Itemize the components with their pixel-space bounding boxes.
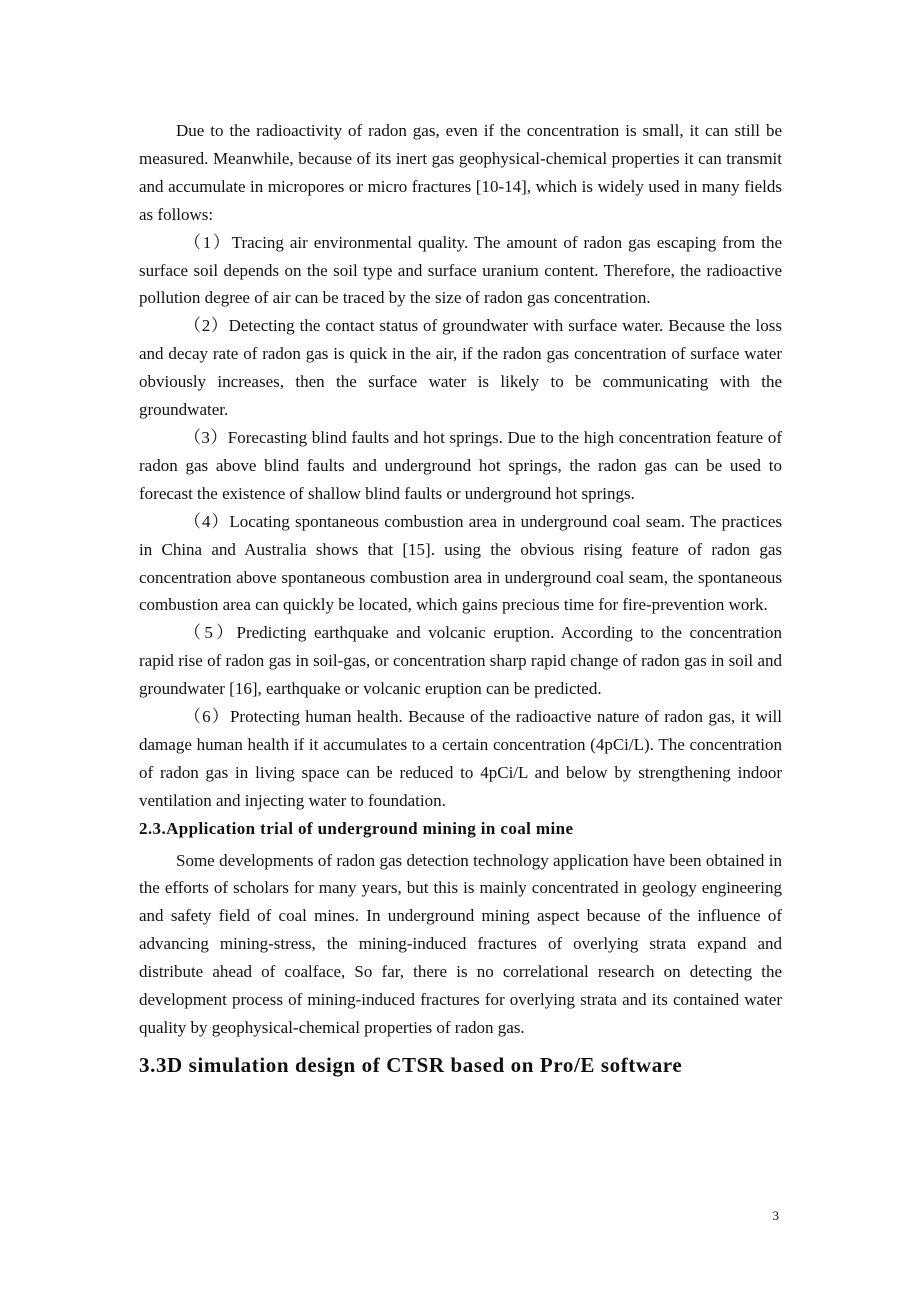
page-number: 3	[772, 1208, 779, 1223]
list-item-tracing-air: （1）Tracing air environmental quality. The amount of radon gas escaping from the surface soil depends on the soil type and surface uranium content. Therefore, the radioactive pollution degree of air can be traced by the size of radon gas concentration.	[139, 232, 782, 308]
list-item-human-health: （6）Protecting human health. Because of the radioactive nature of radon gas, it will damage human health if it accumulates to a certain concentration (4pCi/L). The concentration of radon gas in living space can be reduced to 4pCi/L and below by strengthening indoor ventilation and injecting water to foundation.	[139, 707, 782, 810]
list-item-earthquake: （5）Predicting earthquake and volcanic eruption. According to the concentration rapid rise of radon gas in soil-gas, or concentration sharp rapid change of radon gas in soil and groundwater [16], earthquake or volcanic eruption can be predicted.	[139, 623, 782, 699]
section-heading-3: 3.3D simulation design of CTSR based on Pro/E software	[139, 1052, 683, 1077]
list-item-spontaneous-combustion: （4）Locating spontaneous combustion area in underground coal seam. The practices in China and Australia shows that [15]. using the obvious rising feature of radon gas concentration above spontaneous combustion area in underground coal seam, the spontaneous combustion area can quickly be located, which gains precious time for fire-prevention work.	[139, 511, 782, 615]
list-item-blind-faults: （3）Forecasting blind faults and hot springs. Due to the high concentration feature of radon gas above blind faults and underground hot springs, the radon gas can be used to forecast the existence of shallow blind faults or underground hot springs.	[139, 427, 782, 503]
paragraph-mining-trial: Some developments of radon gas detection technology application have been obtained in the efforts of scholars for many years, but this is mainly concentrated in geology engineering and safety field of coal mines. In underground mining aspect because of the influence of advancing mining-stress, the mining-induced fractures of overlying strata expand and distribute ahead of coalface, So far, there is no correlational research on detecting the development process of mining-induced fractures for overlying strata and its contained water quality by geophysical-chemical properties of radon gas.	[139, 850, 782, 1037]
list-item-groundwater: （2）Detecting the contact status of groundwater with surface water. Because the loss and decay rate of radon gas is quick in the air, if the radon gas concentration of surface water obviously increases, then the surface water is likely to be communicating with the groundwater.	[139, 316, 782, 420]
paragraph-intro: Due to the radioactivity of radon gas, even if the concentration is small, it can still be measured. Meanwhile, because of its inert gas geophysical-chemical properties it can transmit and accumulate in micropores or micro fractures [10-14], which is widely used in many fields as follows:	[139, 121, 782, 224]
section-heading-2-3: 2.3.Application trial of underground mining in coal mine	[139, 818, 574, 838]
document-body	[139, 117, 782, 1080]
